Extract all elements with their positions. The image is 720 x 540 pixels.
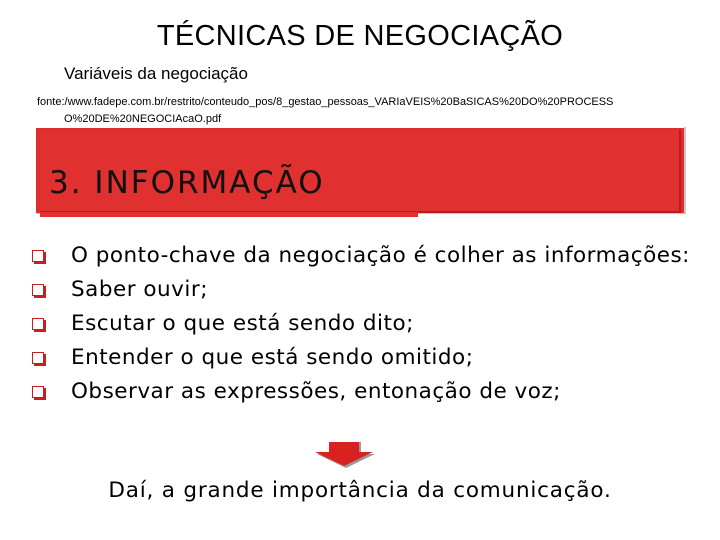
list-item-text: Escutar o que está sendo dito; [71, 311, 414, 336]
list-item-text: Entender o que está sendo omitido; [71, 345, 474, 370]
source-line-1: fonte:/www.fadepe.com.br/restrito/conteudo_pos/8_gestao_pessoas_VARIaVEIS%20BaSICAS%20DO%20PROCESS [37, 96, 614, 108]
bullet-square-icon [32, 352, 44, 364]
list-item-text: O ponto-chave da negociação é colher as informações: [71, 243, 690, 268]
bullet-square-icon [32, 250, 44, 262]
slide-title: TÉCNICAS DE NEGOCIAÇÃO [156, 20, 564, 52]
heading-underline [40, 212, 418, 217]
list-item-text: Saber ouvir; [71, 277, 208, 302]
list-item [30, 346, 710, 370]
section-heading: 3. INFORMAÇÃO [49, 165, 325, 201]
list-item [30, 380, 710, 404]
bullet-square-icon [32, 318, 44, 330]
slide-subtitle: Variáveis da negociação [64, 64, 248, 83]
list-item [30, 312, 710, 336]
bullet-list [30, 244, 710, 414]
source-line-2: O%20DE%20NEGOCIAcaO.pdf [64, 113, 222, 125]
source-reference [37, 94, 687, 128]
conclusion-text: Daí, a grande importância da comunicação. [108, 478, 612, 503]
list-item [30, 244, 710, 268]
bullet-square-icon [32, 284, 44, 296]
list-item [30, 278, 710, 302]
bullet-square-icon [32, 386, 44, 398]
down-arrow-icon [315, 442, 377, 468]
list-item-text: Observar as expressões, entonação de voz; [71, 379, 561, 404]
